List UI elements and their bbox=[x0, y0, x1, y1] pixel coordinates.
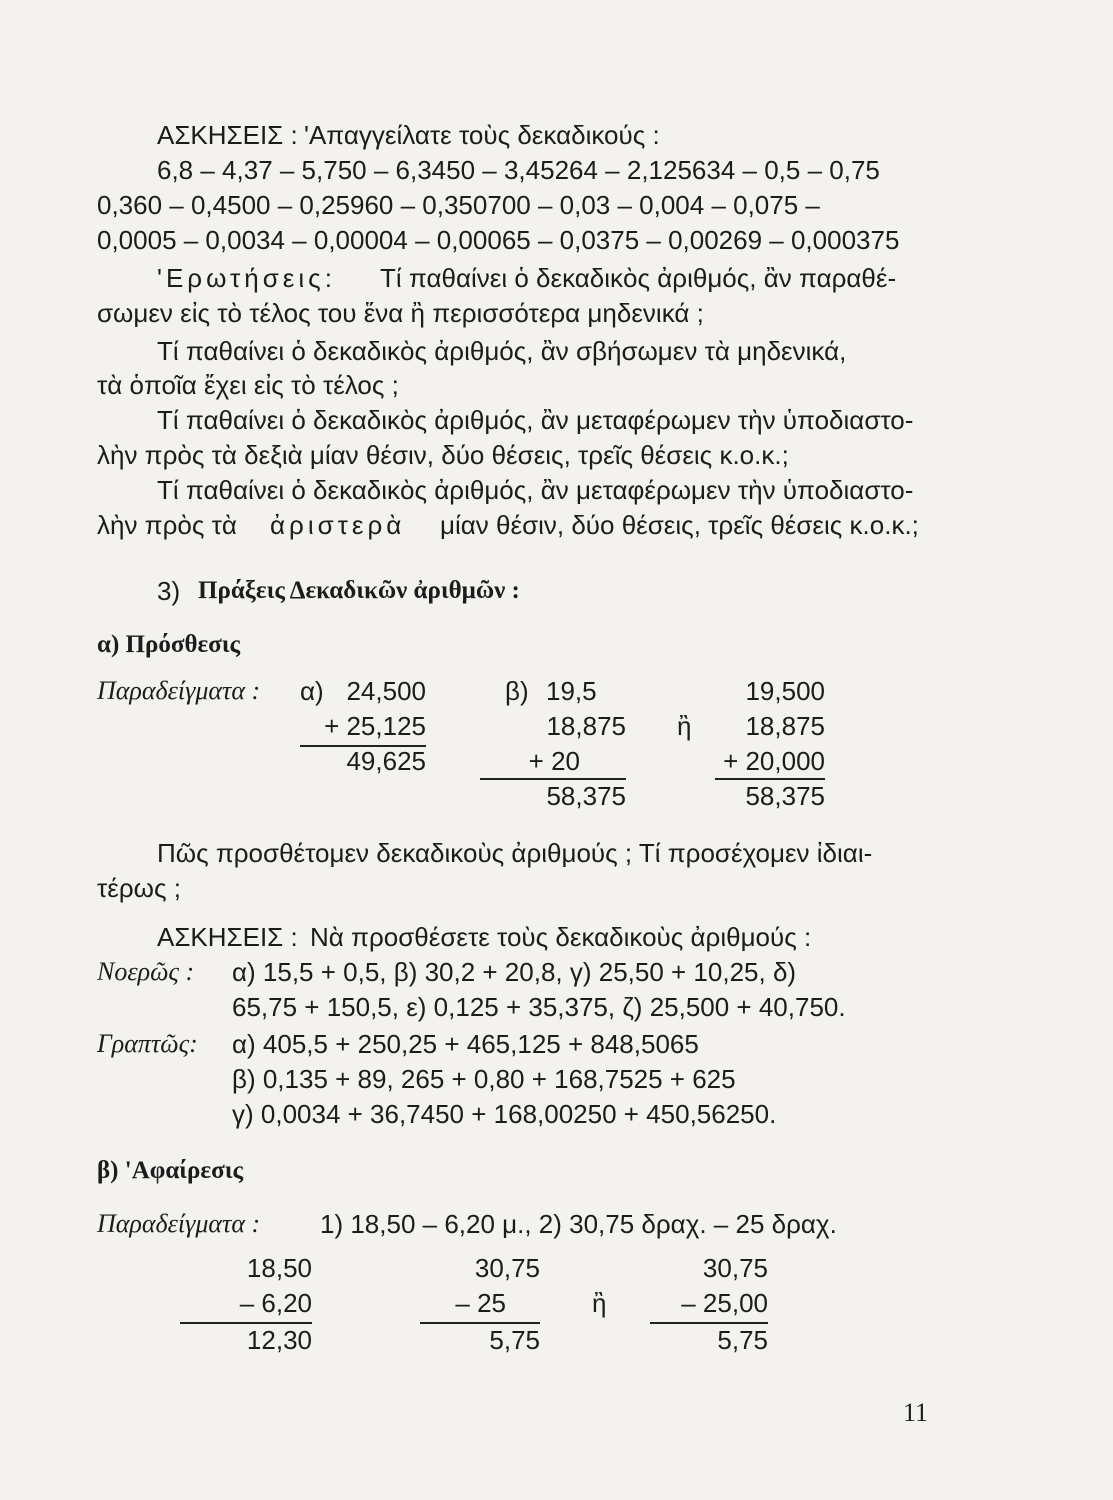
addition-c-term-3: + 20,000 bbox=[723, 746, 825, 776]
addition-a-sum: 49,625 bbox=[346, 746, 426, 776]
addition-a-term-2: + 25,125 bbox=[324, 711, 426, 741]
subtraction-a-term-1: 18,50 bbox=[246, 1253, 312, 1283]
question-4b-start: λὴν πρὸς τὰ bbox=[97, 510, 237, 540]
addition-heading: α) Πρόσθεσις bbox=[97, 631, 241, 658]
subtraction-b-term-1: 30,75 bbox=[474, 1253, 540, 1283]
subtraction-heading: β) 'Αφαίρεσις bbox=[97, 1157, 244, 1184]
addition-question-a: Πῶς προσθέτομεν δεκαδικοὺς ἀριθμούς ; Τί προσέχομεν ἰδιαι- bbox=[157, 838, 873, 868]
addition-b-sum: 58,375 bbox=[546, 781, 626, 811]
exercises-instruction: 'Απαγγείλατε τοὺς δεκαδικούς : bbox=[304, 120, 660, 150]
written-line-3: γ) 0,0034 + 36,7450 + 168,00250 + 450,56250. bbox=[232, 1099, 777, 1129]
subtraction-c-result: 5,75 bbox=[717, 1325, 768, 1355]
decimals-line-1: 6,8 – 4,37 – 5,750 – 6,3450 – 3,45264 – 2,125634 – 0,5 – 0,75 bbox=[157, 155, 880, 185]
subtraction-c-term-2: – 25,00 bbox=[681, 1288, 768, 1318]
addition-a-label: α) bbox=[300, 676, 324, 706]
question-4b-end: μίαν θέσιν, δύο θέσεις, τρεῖς θέσεις κ.ο.κ.; bbox=[440, 510, 919, 540]
addition-or: ἢ bbox=[677, 711, 692, 741]
subtraction-a-result: 12,30 bbox=[246, 1325, 312, 1355]
addition-c-sum: 58,375 bbox=[745, 781, 825, 811]
exercises-label: ΑΣΚΗΣΕΙΣ : bbox=[157, 120, 298, 150]
mental-label: Νοερῶς : bbox=[97, 957, 195, 986]
addition-a-term-1: 24,500 bbox=[346, 676, 426, 706]
question-3b: λὴν πρὸς τὰ δεξιὰ μίαν θέσιν, δύο θέσεις, τρεῖς θέσεις κ.ο.κ.; bbox=[97, 440, 789, 470]
subtraction-c-term-1: 30,75 bbox=[702, 1253, 768, 1283]
decimals-line-3: 0,0005 – 0,0034 – 0,00004 – 0,00065 – 0,0375 – 0,00269 – 0,000375 bbox=[97, 225, 900, 255]
question-4b-spaced-word: ἀριστερὰ bbox=[270, 510, 406, 540]
subtraction-or: ἢ bbox=[592, 1288, 607, 1318]
addition-c-sum-rule bbox=[715, 778, 825, 780]
exercises2-instruction: Νὰ προσθέσετε τοὺς δεκαδικοὺς ἀριθμούς : bbox=[310, 922, 812, 952]
written-label: Γραπτῶς: bbox=[97, 1029, 198, 1058]
decimals-line-2: 0,360 – 0,4500 – 0,25960 – 0,350700 – 0,03 – 0,004 – 0,075 – bbox=[97, 190, 820, 220]
addition-question-b: τέρως ; bbox=[97, 873, 181, 903]
section-number: 3) bbox=[157, 576, 181, 606]
subtraction-b-result: 5,75 bbox=[489, 1325, 540, 1355]
subtraction-a-rule bbox=[180, 1322, 312, 1324]
question-4a: Τί παθαίνει ὁ δεκαδικὸς ἀριθμός, ἂν μεταφέρωμεν τὴν ὑποδιαστο- bbox=[157, 475, 914, 505]
question-1b: σωμεν εἰς τὸ τέλος του ἕνα ἢ περισσότερα μηδενικά ; bbox=[97, 298, 704, 328]
addition-b-label: β) bbox=[505, 676, 529, 706]
addition-b-term-2: 18,875 bbox=[546, 711, 626, 741]
section-title: Πράξεις Δεκαδικῶν ἀριθμῶν : bbox=[198, 577, 520, 604]
questions-label: 'Ερωτήσεις: bbox=[157, 263, 336, 293]
subtraction-b-rule bbox=[420, 1322, 540, 1324]
question-2b: τὰ ὁποῖα ἔχει εἰς τὸ τέλος ; bbox=[97, 370, 399, 400]
addition-b-term-3: + 20 bbox=[528, 746, 580, 776]
question-2a: Τί παθαίνει ὁ δεκαδικὸς ἀριθμός, ἂν σβήσωμεν τὰ μηδενικά, bbox=[157, 336, 847, 366]
subtraction-c-rule bbox=[650, 1322, 768, 1324]
mental-line-1: α) 15,5 + 0,5, β) 30,2 + 20,8, γ) 25,50 + 10,25, δ) bbox=[232, 957, 797, 987]
subtraction-b-term-2: – 25 bbox=[455, 1288, 506, 1318]
exercises2-label: ΑΣΚΗΣΕΙΣ : bbox=[157, 922, 298, 952]
question-3a: Τί παθαίνει ὁ δεκαδικὸς ἀριθμός, ἂν μεταφέρωμεν τὴν ὑποδιαστο- bbox=[157, 405, 914, 435]
subtraction-examples-text: 1) 18,50 – 6,20 μ., 2) 30,75 δραχ. – 25 δραχ. bbox=[320, 1209, 837, 1239]
question-1a: Τί παθαίνει ὁ δεκαδικὸς ἀριθμός, ἂν παραθέ- bbox=[380, 263, 897, 293]
addition-c-term-2: 18,875 bbox=[745, 711, 825, 741]
subtraction-examples-label: Παραδείγματα : bbox=[97, 1209, 261, 1238]
addition-b-term-1: 19,5 bbox=[546, 676, 597, 706]
written-line-2: β) 0,135 + 89, 265 + 0,80 + 168,7525 + 625 bbox=[232, 1064, 736, 1094]
addition-c-term-1: 19,500 bbox=[745, 676, 825, 706]
page-number: 11 bbox=[903, 1398, 929, 1427]
addition-b-sum-rule bbox=[480, 778, 626, 780]
mental-line-2: 65,75 + 150,5, ε) 0,125 + 35,375, ζ) 25,500 + 40,750. bbox=[232, 992, 846, 1022]
addition-examples-label: Παραδείγματα : bbox=[97, 676, 261, 705]
subtraction-a-term-2: – 6,20 bbox=[239, 1288, 312, 1318]
written-line-1: α) 405,5 + 250,25 + 465,125 + 848,5065 bbox=[232, 1029, 699, 1059]
